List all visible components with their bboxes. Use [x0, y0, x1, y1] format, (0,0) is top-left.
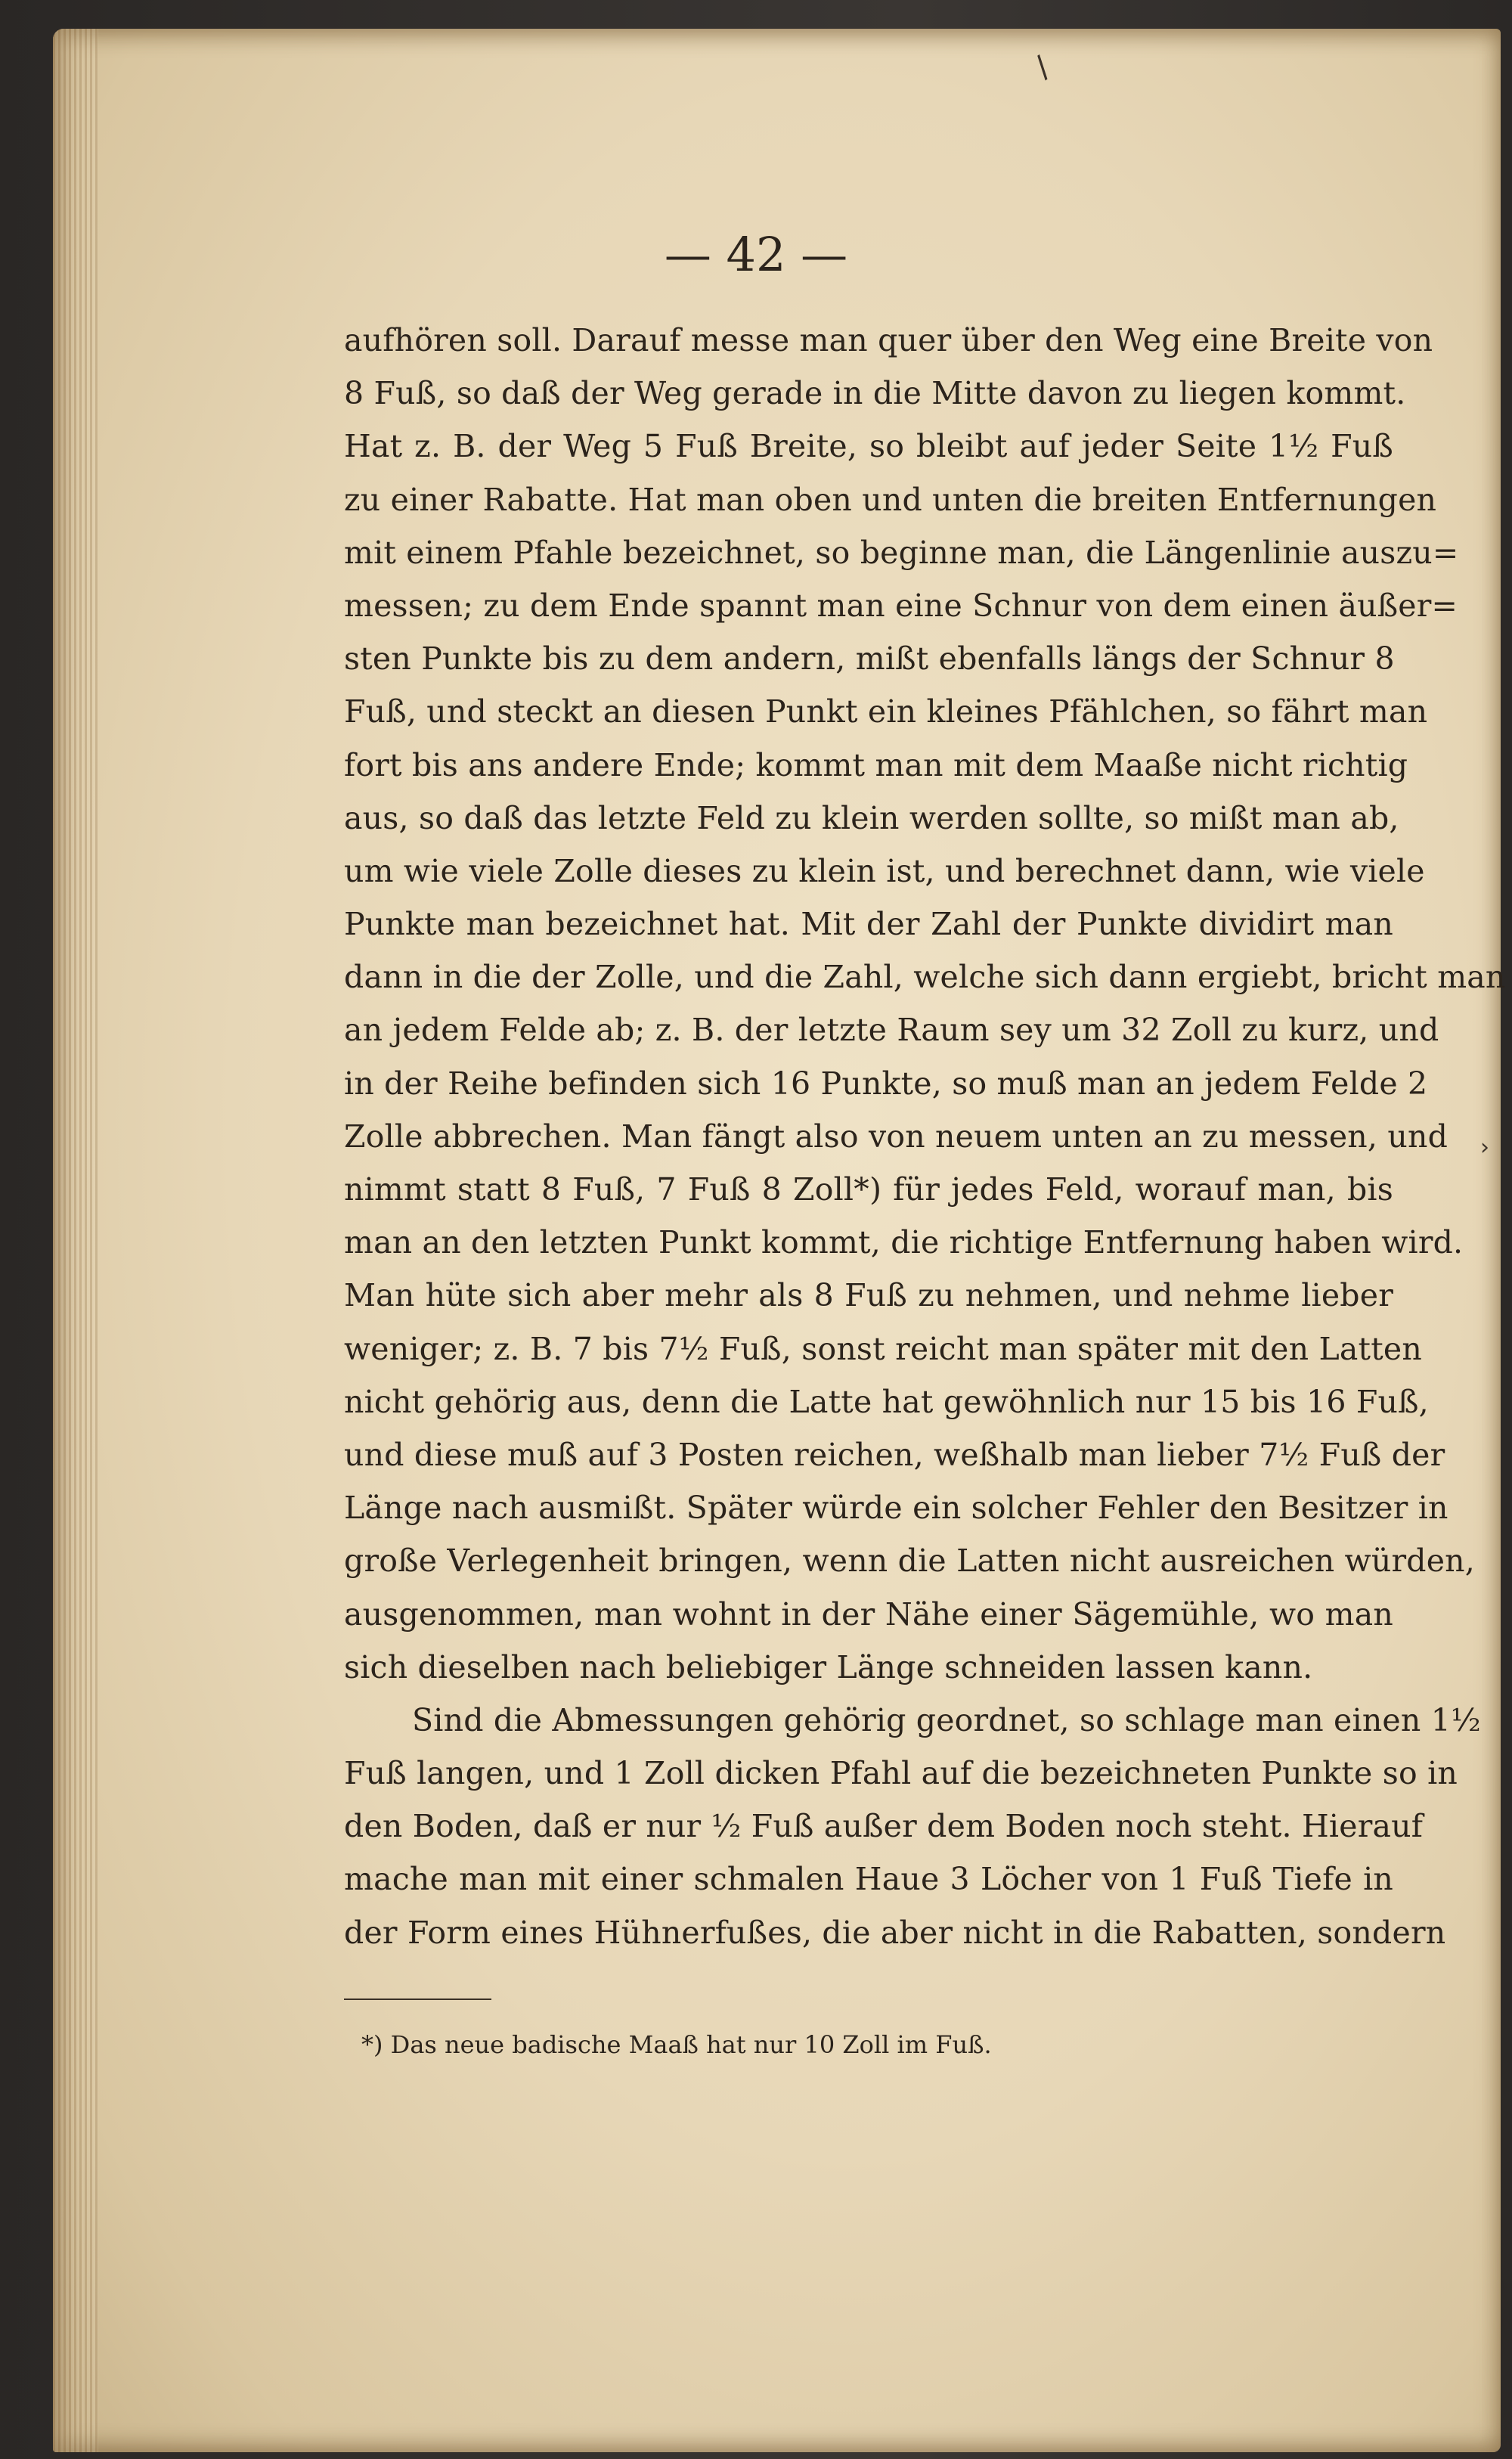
footnote-rule	[344, 1999, 491, 2000]
text-line: nimmt statt 8 Fuß, 7 Fuß 8 Zoll*) für jedes Feld, worauf man, bis	[344, 1171, 1393, 1208]
text-line: aufhören soll. Darauf messe man quer über den Weg eine Breite von	[344, 322, 1433, 358]
text-line: der Form eines Hühnerfußes, die aber nicht in die Rabatten, sondern	[344, 1914, 1446, 1951]
page-number: — 42 —	[664, 227, 848, 282]
page-edge-stack	[53, 29, 98, 2452]
text-line: nicht gehörig aus, denn die Latte hat gewöhnlich nur 15 bis 16 Fuß,	[344, 1383, 1429, 1420]
text-line: Länge nach ausmißt. Später würde ein solcher Fehler den Besitzer in	[344, 1490, 1448, 1527]
text-line: sich dieselben nach beliebiger Länge schneiden lassen kann.	[344, 1648, 1313, 1685]
text-line: Sind die Abmessungen gehörig geordnet, so schlage man einen 1½	[412, 1701, 1481, 1738]
text-line: den Boden, daß er nur ½ Fuß außer dem Boden noch steht. Hierauf	[344, 1808, 1424, 1845]
footnote: *) Das neue badische Maaß hat nur 10 Zoll im Fuß.	[361, 2030, 992, 2059]
text-line: zu einer Rabatte. Hat man oben und unten die breiten Entfernungen	[344, 481, 1437, 518]
text-line: 8 Fuß, so daß der Weg gerade in die Mitte davon zu liegen kommt.	[344, 375, 1406, 412]
text-line: dann in die der Zolle, und die Zahl, welche sich dann ergiebt, bricht man	[344, 959, 1506, 996]
text-line: Hat z. B. der Weg 5 Fuß Breite, so bleibt auf jeder Seite 1½ Fuß	[344, 428, 1393, 465]
text-line: sten Punkte bis zu dem andern, mißt ebenfalls längs der Schnur 8	[344, 640, 1395, 678]
text-line: Fuß langen, und 1 Zoll dicken Pfahl auf die bezeichneten Punkte so in	[344, 1755, 1458, 1792]
text-line: Zolle abbrechen. Man fängt also von neuem unten an zu messen, und	[344, 1118, 1448, 1155]
text-line: in der Reihe befinden sich 16 Punkte, so muß man an jedem Felde 2	[344, 1065, 1428, 1102]
text-line: man an den letzten Punkt kommt, die richtige Entfernung haben wird.	[344, 1224, 1464, 1261]
text-line: mit einem Pfahle bezeichnet, so beginne man, die Längenlinie auszu=	[344, 534, 1459, 571]
text-line: Punkte man bezeichnet hat. Mit der Zahl der Punkte dividirt man	[344, 906, 1393, 943]
text-line: weniger; z. B. 7 bis 7½ Fuß, sonst reicht man später mit den Latten	[344, 1330, 1422, 1367]
text-line: mache man mit einer schmalen Haue 3 Löcher von 1 Fuß Tiefe in	[344, 1861, 1393, 1898]
text-line: Man hüte sich aber mehr als 8 Fuß zu nehmen, und nehme lieber	[344, 1277, 1393, 1314]
text-line: ausgenommen, man wohnt in der Nähe einer Sägemühle, wo man	[344, 1595, 1393, 1633]
text-line: um wie viele Zolle dieses zu klein ist, und berechnet dann, wie viele	[344, 852, 1425, 889]
pencil-mark-icon: /	[1028, 50, 1057, 85]
text-line: an jedem Felde ab; z. B. der letzte Raum sey um 32 Zoll zu kurz, und	[344, 1012, 1439, 1049]
body-text	[344, 314, 1506, 1959]
text-line: und diese muß auf 3 Posten reichen, weßhalb man lieber 7½ Fuß der	[344, 1436, 1445, 1473]
text-line: aus, so daß das letzte Feld zu klein werden sollte, so mißt man ab,	[344, 799, 1399, 836]
text-line: fort bis ans andere Ende; kommt man mit dem Maaße nicht richtig	[344, 746, 1408, 783]
text-line: große Verlegenheit bringen, wenn die Latten nicht ausreichen würden,	[344, 1543, 1476, 1580]
text-line: messen; zu dem Ende spannt man eine Schnur von dem einen äußer=	[344, 587, 1458, 624]
margin-mark-icon: ›	[1480, 1134, 1489, 1161]
text-line: Fuß, und steckt an diesen Punkt ein kleines Pfählchen, so fährt man	[344, 693, 1428, 730]
